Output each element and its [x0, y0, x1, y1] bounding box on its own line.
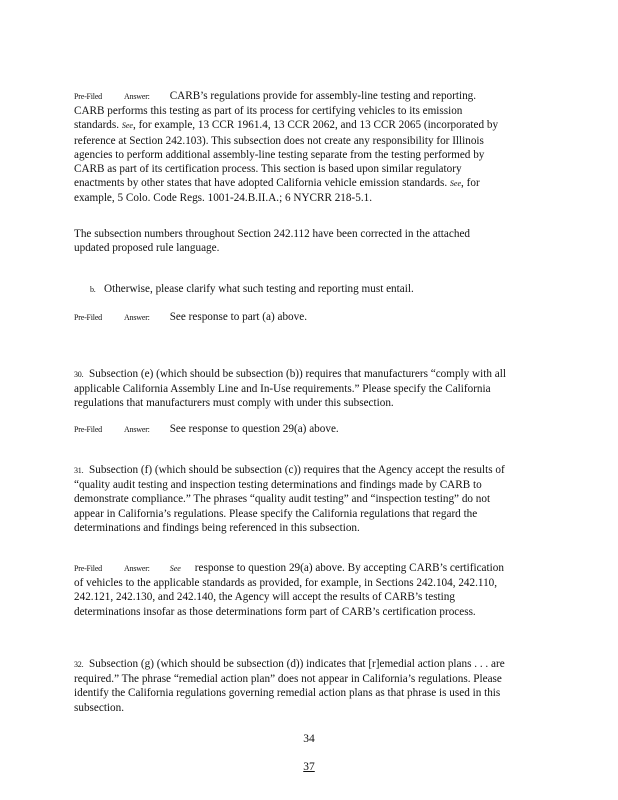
question-text: Subsection (f) (which should be subsection (c)) requires that the Agency accept the results of “quality audit testing and inspection testing determinations and findings made by CARB to demonstrate compliance.” The phrases “quality audit testing” and “inspection testing” do not appear in California’s regulations. Please specify the California regulations that regard the determinations and findings being referenced in this subsection. [74, 464, 505, 534]
answer-label: Answer: [123, 92, 150, 101]
question-29b [90, 282, 510, 297]
answer-29b [74, 310, 506, 325]
correction-note: The subsection numbers throughout Section 242.112 have been corrected in the attached updated proposed rule language. [74, 228, 470, 255]
answer-text: CARB’s regulations provide for assembly-line testing and reporting. CARB performs this testing as part of its process for certifying vehicles to its emission standards. [74, 90, 477, 132]
question-text: Subsection (g) (which should be subsection (d)) indicates that [r]emedial action plans . . . are required.” The phrase “remedial action plan” does not appear in California’s regulations. Please identify the California regulations governing remedial action plans as that phrase is used in this subsection. [74, 658, 505, 714]
exhibit-page-number: 37 [303, 761, 315, 773]
question-text: Otherwise, please clarify what such testing and reporting must entail. [104, 283, 414, 295]
answer-30 [74, 422, 506, 437]
question-number: b. [90, 285, 96, 294]
prefiled-label: Pre-Filed [74, 425, 102, 434]
answer-label: Answer: [123, 425, 150, 434]
answer-label: Answer: [123, 564, 150, 573]
prefiled-label: Pre-Filed [74, 92, 102, 101]
question-text: Subsection (e) (which should be subsection (b)) requires that manufacturers “comply with all applicable California Assembly Line and In-Use requirements.” Please specify the California regulations that manufacturers must comply with under this subsection. [74, 368, 506, 410]
question-32 [74, 657, 506, 715]
prefiled-label: Pre-Filed [74, 564, 102, 573]
answer-label: Answer: [123, 313, 150, 322]
prefiled-label: Pre-Filed [74, 313, 102, 322]
question-number: 32. [74, 660, 84, 669]
see-label: See [169, 564, 181, 573]
answer-text: See response to part (a) above. [169, 311, 308, 323]
question-number: 31. [74, 466, 84, 475]
question-31 [74, 463, 506, 535]
answer-text: , for example, 13 CCR 1961.4, 13 CCR 2062, and 13 CCR 2065 (incorporated by reference at Section 242.103). This subsection does not create any responsibility for Illinois agencies to perform additional assembly-line testing separate from the testing performed by CARB as part of its certification process. This section is based upon similar regulatory enactments by other states that have adopted California vehicle emission standards. [74, 119, 499, 190]
see-label: See [449, 179, 462, 189]
answer-31 [74, 561, 506, 619]
question-number: 30. [74, 370, 84, 379]
answer-text: , for example, 5 Colo. Code Regs. 1001-24.B.II.A.; 6 NYCRR 218-5.1. [74, 177, 480, 205]
see-label: See [121, 121, 133, 131]
answer-text: response to question 29(a) above. By accepting CARB’s certification of vehicles to the applicable standards as provided, for example, in Sections 242.104, 242.110, 242.121, 242.130, and 242.140, the Agency will accept the results of CARB’s testing determinations insofar as those determinations form part of CARB’s certification process. [74, 562, 504, 618]
page-number: 34 [303, 733, 315, 745]
question-30 [74, 367, 506, 411]
answer-29a [74, 89, 506, 206]
answer-text: See response to question 29(a) above. [169, 423, 339, 435]
